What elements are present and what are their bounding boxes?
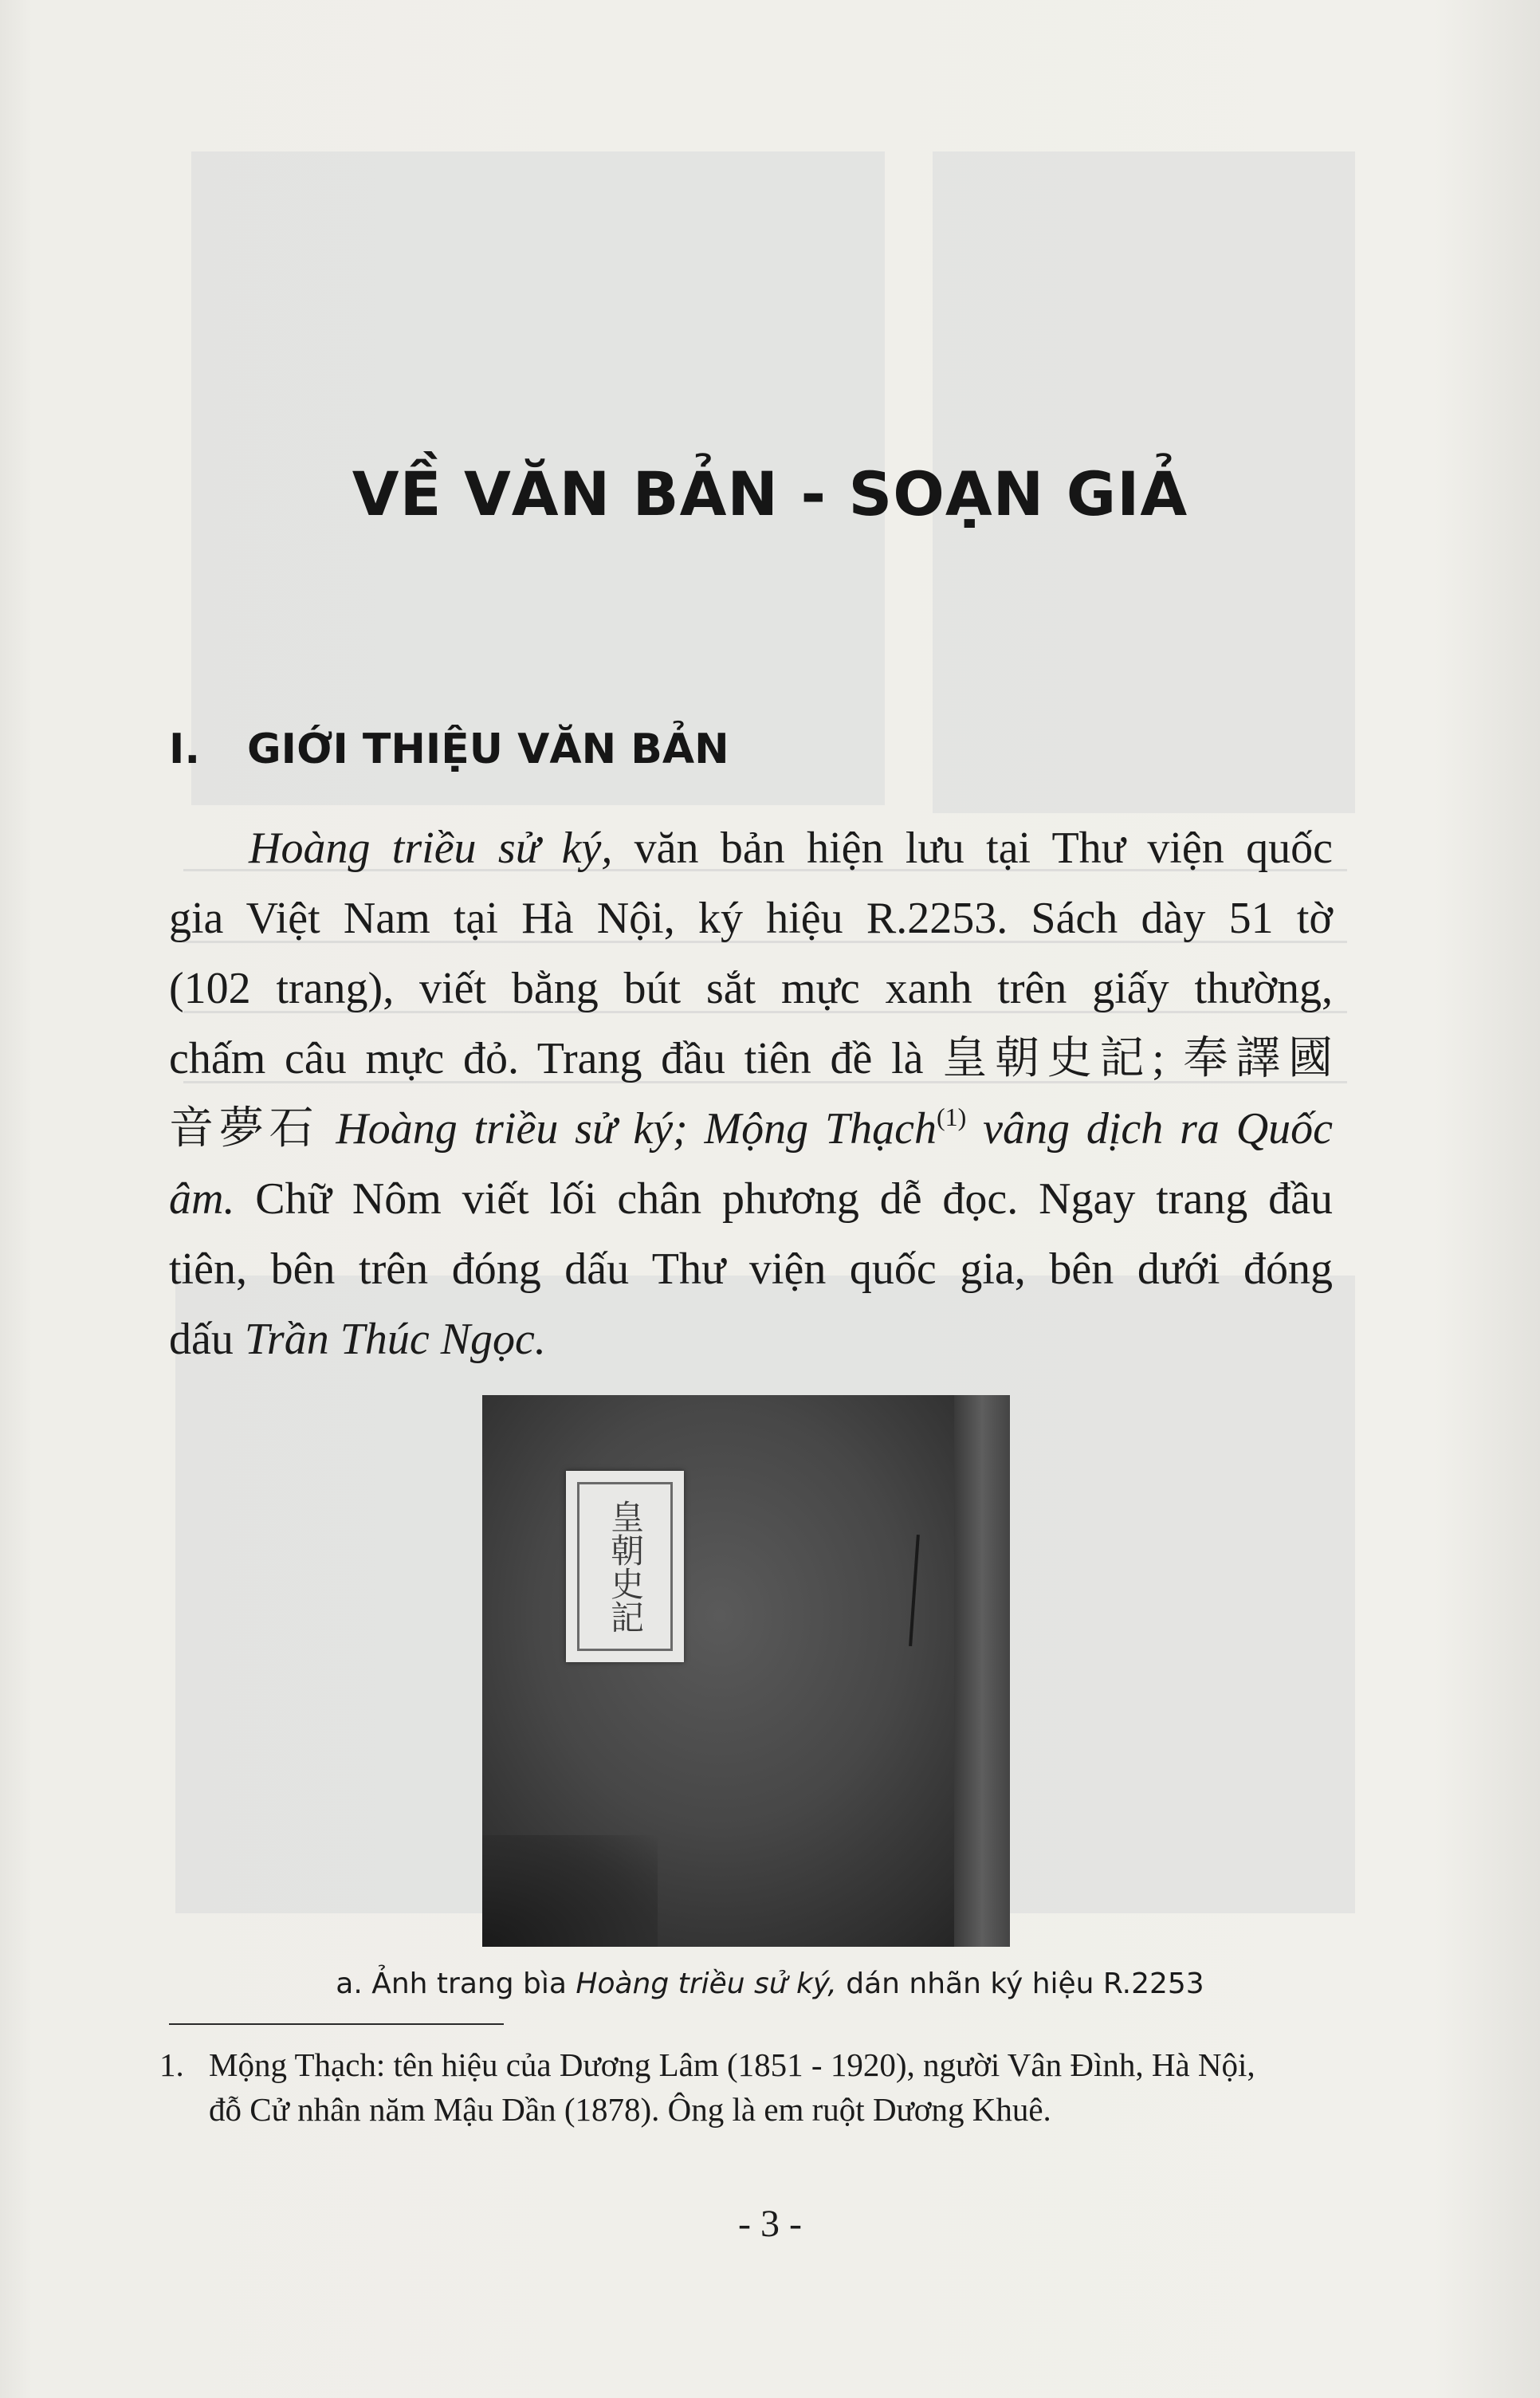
footnote [159, 2042, 1339, 2132]
paragraph-line: âm. Chữ Nôm viết lối chân phương dễ đọc. Ngay trang đầu [169, 1174, 1333, 1224]
seal-name-italic: Trần Thúc Ngọc. [244, 1315, 546, 1364]
cover-label [566, 1471, 684, 1662]
page-number: - 3 - [738, 2203, 802, 2245]
caption-book-title: Hoàng triều sử ký, [576, 1968, 837, 2000]
footnote-reference[interactable]: (1) [937, 1103, 967, 1131]
figure-caption: a. Ảnh trang bìa Hoàng triều sử ký, dán nhãn ký hiệu R.2253 [336, 1968, 1204, 2000]
han-characters: 皇朝史記; 奉譯國 [942, 1034, 1333, 1083]
cover-label-text: 皇朝史記 [577, 1482, 673, 1651]
paragraph-line: Hoàng triều sử ký, văn bản hiện lưu tại Thư viện quốc [249, 824, 1333, 873]
chapter-title: VỀ VĂN BẢN - SOẠN GIẢ [352, 458, 1188, 529]
cover-photo [482, 1395, 1010, 1947]
paragraph-line: gia Việt Nam tại Hà Nội, ký hiệu R.2253. Sách dày 51 tờ [169, 894, 1333, 943]
paragraph-line: 音夢石 Hoàng triều sử ký; Mộng Thạch$^{(1)}$ vâng dịch ra Quốc [169, 1103, 1333, 1154]
footnote-line: đỗ Cử nhân năm Mậu Dần (1878). Ông là em ruột Dương Khuê. [209, 2091, 1051, 2128]
cover-crease [909, 1535, 920, 1646]
footnote-line: Mộng Thạch: tên hiệu của Dương Lâm (1851 - 1920), người Vân Đình, Hà Nội, [209, 2046, 1255, 2083]
paragraph-line: chấm câu mực đỏ. Trang đầu tiên đề là 皇朝史記; 奉譯國 [169, 1034, 1333, 1083]
paragraph-line: (102 trang), viết bằng bút sắt mực xanh trên giấy thường, [169, 964, 1333, 1013]
han-characters: 音夢石 [169, 1104, 320, 1154]
book-title-italic: Hoàng triều sử ký, [249, 824, 613, 873]
section-number: I. [169, 725, 201, 773]
footnote-divider [169, 2023, 504, 2025]
book-spine [954, 1395, 1010, 1947]
section-heading [169, 725, 729, 773]
paragraph-line: dấu Trần Thúc Ngọc. [169, 1315, 546, 1364]
body-paragraph [169, 813, 1333, 1374]
footnote-number: 1. [159, 2046, 184, 2083]
photo-shadow [482, 1835, 658, 1947]
paragraph-line: tiên, bên trên đóng dấu Thư viện quốc gia, bên dưới đóng [169, 1244, 1333, 1294]
section-title: GIỚI THIỆU VĂN BẢN [247, 725, 729, 773]
